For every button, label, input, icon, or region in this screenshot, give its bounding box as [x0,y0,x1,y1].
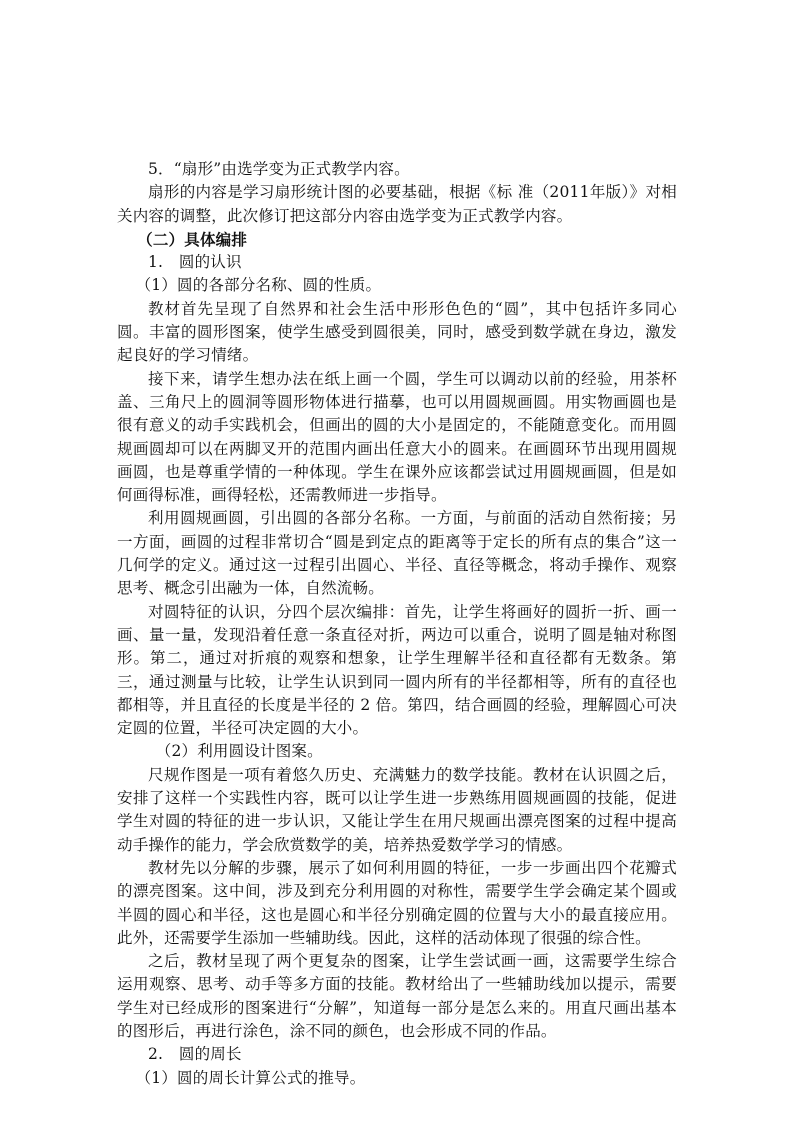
item-heading-circle-design: （2）利用圆设计图案。 [155,742,323,761]
body-paragraph: 尺规作图是一项有着悠久历史、充满魅力的数学技能。教材在认识圆之后，安排了这样一个实践性内容，既可以让学生进一步熟练用圆规画圆的技能，促进学生对圆的特征的进一步认识，又能让学生在用尺规画出漂亮图案的过程中提高动手操作的能力，学会欣赏数学的美，培养热爱数学学习的情感。 [117,765,677,854]
body-paragraph: 教材首先呈现了自然界和社会生活中形形色色的“圆”，其中包括许多同心圆。丰富的圆形图案，使学生感受到圆很美，同时，感受到数学就在身边，激发起良好的学习情绪。 [117,299,677,365]
subsection-heading-circle-recognition: 1. 圆的认识 [148,253,242,272]
body-paragraph: 利用圆规画圆，引出圆的各部分名称。一方面，与前面的活动自然衔接；另一方面，画圆的过程非常切合“圆是到定点的距离等于定长的所有点的集合”这一几何学的定义。通过这一过程引出圆心、半径、直径等概念，将动手操作、观察思考、概念引出融为一体，自然流畅。 [117,509,677,598]
subsection-heading-circumference: 2. 圆的周长 [148,1045,242,1064]
body-paragraph: 对圆特征的认识，分四个层次编排：首先，让学生将画好的圆折一折、画一画、量一量，发现沿着任意一条直径对折，两边可以重合，说明了圆是轴对称图形。第二，通过对折痕的观察和想象，让学生理解半径和直径都有无数条。第三，通过测量与比较，让学生认识到同一圆内所有的半径都相等，所有的直径也都相等，并且直径的长度是半径的 2 倍。第四，结合画圆的经验，理解圆心可决定圆的位置，半径可决定圆的大小。 [117,602,677,738]
body-paragraph: 教材先以分解的步骤，展示了如何利用圆的特征，一步一步画出四个花瓣式的漂亮图案。这中间，涉及到充分利用圆的对称性，需要学生学会确定某个圆或半圆的圆心和半径，这也是圆心和半径分别确定圆的位置与大小的最直接应用。此外，还需要学生添加一些辅助线。因此，这样的活动体现了很强的综合性。 [117,858,677,947]
body-paragraph: 接下来，请学生想办法在纸上画一个圆，学生可以调动以前的经验，用茶杯盖、三角尺上的圆洞等圆形物体进行描摹，也可以用圆规画圆。用实物画圆也是很有意义的动手实践机会，但画出的圆的大小是固定的，不能随意变化。而用圆规画圆却可以在两脚叉开的范围内画出任意大小的圆来。在画圆环节出现用圆规画圆，也是尊重学情的一种体现。学生在课外应该都尝试过用圆规画圆，但是如何画得标准，画得轻松，还需教师进一步指导。 [117,369,677,505]
section-5-paragraph: 扇形的内容是学习扇形统计图的必要基础，根据《标 准（2011年版）》对相关内容的调整，此次修订把这部分内容由选学变为正式教学内容。 [117,183,677,225]
item-heading-circle-parts: （1）圆的各部分名称、圆的性质。 [135,276,382,295]
section-5-title: 5．“扇形”由选学变为正式教学内容。 [148,160,410,178]
section-heading-specific-arrangement: （二）具体编排 [137,229,248,249]
document-body [117,158,677,1090]
item-heading-circumference-formula: （1）圆的周长计算公式的推导。 [135,1068,366,1087]
body-paragraph: 之后，教材呈现了两个更复杂的图案，让学生尝试画一画，这需要学生综合运用观察、思考、动手等多方面的技能。教材给出了一些辅助线加以提示，需要学生对已经成形的图案进行“分解”，知道每一部分是怎么来的。用直尺画出基本的图形后，再进行涂色，涂不同的颜色，也会形成不同的作品。 [117,952,677,1040]
